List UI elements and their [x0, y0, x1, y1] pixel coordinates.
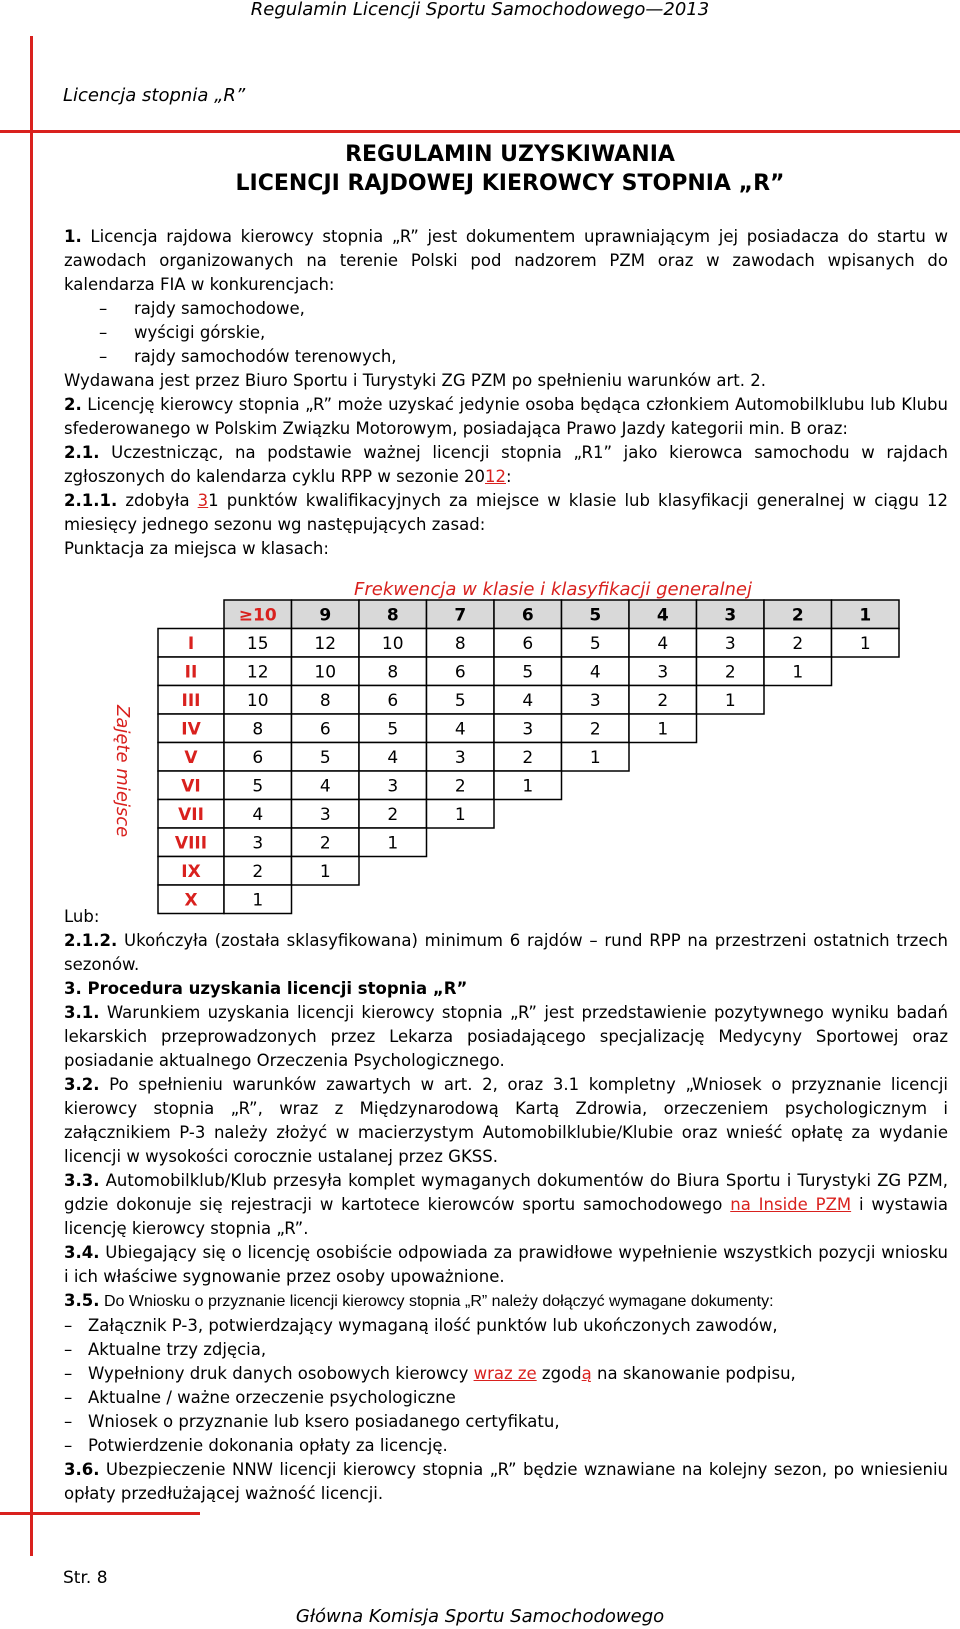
points-value: 6: [319, 719, 331, 740]
points-value: 5: [252, 776, 264, 797]
points-value: 2: [387, 804, 399, 825]
column-header-label: 4: [656, 605, 669, 626]
edited-text: ą: [581, 1364, 592, 1383]
points-value: 1: [454, 804, 466, 825]
points-value: 12: [246, 662, 269, 683]
points-value: 15: [246, 633, 269, 654]
document-item: – Aktualne trzy zdjęcia,: [64, 1338, 948, 1362]
paragraph-text: Do Wniosku o przyznanie licencji kierowcy stopnia „R” należy dołączyć wymagane dokumenty:: [99, 1293, 774, 1310]
points-value: 5: [319, 747, 331, 768]
points-value: 2: [792, 633, 804, 654]
points-value: 3: [657, 662, 669, 683]
running-footer: Główna Komisja Sportu Samochodowego: [295, 1606, 665, 1627]
list-item: – rajdy samochodowe,: [100, 297, 948, 321]
points-value: 4: [589, 662, 601, 683]
document-item: – Aktualne / ważne orzeczenie psychologiczne: [64, 1386, 948, 1410]
points-value: 4: [252, 804, 264, 825]
paragraph-text: Warunkiem uzyskania licencji kierowcy stopnia „R” jest przedstawienie pozytywnego wyniku badań lekarskich przeprowadzonych przez Lekarza posiadającego specjalizację Medycyny Sportowej oraz posiadanie aktualnego Orzeczenia Psychologicznego.: [64, 1003, 948, 1070]
row-place-label: II: [184, 662, 198, 683]
points-value: 1: [792, 662, 804, 683]
row-place-label: VII: [178, 804, 204, 825]
item-text: na skanowanie podpisu,: [591, 1364, 796, 1383]
row-place-label: VI: [181, 776, 201, 797]
paragraph-text: Licencja rajdowa kierowcy stopnia „R” jest dokumentem uprawniającym jej posiadacza do startu w zawodach organizowanych na terenie Polski pod nadzorem PZM oraz w zawodach wpisanych do kalendarza FIA w konkurencjach:: [64, 227, 948, 294]
column-header-label: 9: [319, 605, 332, 626]
points-value: 3: [387, 776, 399, 797]
column-header-label: 6: [521, 605, 534, 626]
issued-by-text: Wydawana jest przez Biuro Sportu i Turystyki ZG PZM po spełnieniu warunków art. 2.: [64, 371, 766, 390]
points-value: 1: [522, 776, 534, 797]
points-value: 3: [724, 633, 736, 654]
points-value: 10: [246, 690, 269, 711]
paragraph-text: Uczestnicząc, na podstawie ważnej licencji stopnia „R1” jako kierowca samochodu w rajdach zgłoszonych do kalendarza cyklu RPP w sezonie 20: [64, 443, 948, 486]
points-value: 10: [381, 633, 404, 654]
list-item: – rajdy samochodów terenowych,: [100, 345, 948, 369]
title-line-2: LICENCJI RAJDOWEJ KIEROWCY STOPNIA „R”: [235, 171, 785, 196]
running-header: Regulamin Licencji Sportu Samochodowego—2013: [250, 0, 710, 20]
points-value: 2: [589, 719, 601, 740]
item-text: zgod: [536, 1364, 582, 1383]
paragraph-text: Ubezpieczenie NNW licencji kierowcy stopnia „R” będzie wznawiane na kolejny sezon, po wniesieniu opłaty przedłużającej ważność licencji.: [64, 1460, 948, 1503]
paragraph-number: 3.1.: [64, 1003, 100, 1022]
column-header-label: 2: [791, 605, 804, 626]
paragraph-number: 3.6.: [64, 1460, 100, 1479]
document-item: – Załącznik P-3, potwierdzający wymaganą ilość punktów lub ukończonych zawodów,: [64, 1314, 948, 1338]
row-place-label: V: [184, 747, 198, 768]
edited-text: 3: [197, 491, 209, 510]
row-place-label: VIII: [174, 833, 208, 854]
edited-text: wraz ze: [473, 1364, 537, 1383]
points-value: 3: [319, 804, 331, 825]
points-value: 12: [314, 633, 337, 654]
edited-text: na Inside PZM: [730, 1195, 852, 1214]
paragraph-number: 2.1.: [64, 443, 100, 462]
lub-label: Lub:: [64, 907, 100, 926]
document-item: – Wniosek o przyznanie lub ksero posiadanego certyfikatu,: [64, 1410, 948, 1434]
paragraph-text: Ukończyła (została sklasyfikowana) minimum 6 rajdów – rund RPP na przestrzeni ostatnich trzech sezonów.: [64, 931, 948, 974]
column-header-label: 3: [724, 605, 737, 626]
points-value: 8: [252, 719, 264, 740]
paragraph-number: 2.1.2.: [64, 931, 118, 950]
row-place-label: IV: [181, 719, 201, 740]
points-value: 2: [522, 747, 534, 768]
points-value: 3: [522, 719, 534, 740]
points-value: 4: [657, 633, 669, 654]
paragraph-text: Automobilklub/Klub przesyła komplet wymaganych dokumentów do Biura Sportu i Turystyki ZG PZM, gdzie dokonuje się rejestracji w kartotece kierowców sportu samochodowego: [64, 1171, 948, 1214]
points-value: 5: [589, 633, 601, 654]
points-value: 5: [454, 690, 466, 711]
points-value: 2: [252, 861, 264, 882]
paragraph-number: 3.3.: [64, 1171, 100, 1190]
paragraph-text-end: 1 punktów kwalifikacyjnych za miejsce w klasie lub klasyfikacji generalnej w ciągu 12 miesięcy jednego sezonu wg następujących zasad:: [64, 491, 948, 534]
points-value: 8: [319, 690, 331, 711]
points-value: 1: [589, 747, 601, 768]
section-label: Licencja stopnia „R”: [63, 85, 246, 106]
points-value: 8: [387, 662, 399, 683]
points-value: 6: [522, 633, 534, 654]
item-text: Wypełniony druk danych osobowych kierowcy: [88, 1364, 474, 1383]
row-place-label: I: [187, 633, 195, 654]
points-value: 4: [387, 747, 399, 768]
row-place-label: IX: [181, 861, 201, 882]
points-value: 1: [657, 719, 669, 740]
points-value: 4: [522, 690, 534, 711]
column-header-label: 8: [386, 605, 399, 626]
points-value: 5: [522, 662, 534, 683]
paragraph-number: 1.: [64, 227, 82, 246]
points-value: 3: [589, 690, 601, 711]
points-value: 2: [454, 776, 466, 797]
column-header-label: ≥10: [238, 605, 277, 626]
paragraph-number: 2.1.1.: [64, 491, 118, 510]
points-value: 1: [387, 833, 399, 854]
points-value: 6: [387, 690, 399, 711]
edited-text: 12: [485, 467, 506, 486]
points-value: 2: [319, 833, 331, 854]
paragraph-text-end: i wystawia licencję kierowcy stopnia „R”.: [64, 1195, 949, 1238]
column-header-label: 5: [589, 605, 602, 626]
points-value: 5: [387, 719, 399, 740]
column-header-label: 1: [859, 605, 872, 626]
points-value: 8: [454, 633, 466, 654]
points-value: 1: [319, 861, 331, 882]
paragraph-text: Po spełnieniu warunków zawartych w art. 2, oraz 3.1 kompletny „Wniosek o przyznanie licencji kierowcy stopnia „R”, wraz z Międzynarodową Kartą Zdrowia, orzeczeniem psychologicznym i załącznikiem P-3 należy złożyć w macierzystym Automobilklubie/Klubie oraz wnieść opłatę za wydanie licencji w wysokości corocznie ustalanej przez GKSS.: [64, 1075, 948, 1166]
title-line-1: REGULAMIN UZYSKIWANIA: [345, 142, 675, 167]
heading-text: 3. Procedura uzyskania licencji stopnia „R”: [64, 979, 468, 998]
paragraph-number: 2.: [64, 395, 82, 414]
paragraph-text: zdobyła: [117, 491, 198, 510]
paragraph-number: 3.4.: [64, 1243, 100, 1262]
paragraph-text-end: :: [506, 467, 512, 486]
points-value: 6: [252, 747, 264, 768]
scoring-label: Punktacja za miejsca w klasach:: [64, 539, 329, 558]
list-item: – wyścigi górskie,: [100, 321, 948, 345]
paragraph-number: 3.2.: [64, 1075, 100, 1094]
points-value: 2: [724, 662, 736, 683]
points-value: 4: [454, 719, 466, 740]
paragraph-text: Ubiegający się o licencję osobiście odpowiada za prawidłowe wypełnienie wszystkich pozycji wniosku i ich właściwe sygnowanie przez osoby upoważnione.: [64, 1243, 948, 1286]
page-number: Str. 8: [63, 1568, 108, 1588]
row-place-label: III: [181, 690, 201, 711]
paragraph-number: 3.5.: [64, 1291, 100, 1310]
row-place-label: X: [184, 890, 198, 911]
points-value: 3: [252, 833, 264, 854]
table-caption: Frekwencja w klasie i klasyfikacji generalnej: [354, 579, 752, 600]
points-value: 6: [454, 662, 466, 683]
points-value: 1: [724, 690, 736, 711]
points-value: 4: [319, 776, 331, 797]
points-value: 1: [859, 633, 871, 654]
points-value: 3: [454, 747, 466, 768]
paragraph-text: Licencję kierowcy stopnia „R” może uzyskać jedynie osoba będąca członkiem Automobilklubu lub Klubu sfederowanego w Polskim Związku Motorowym, posiadająca Prawo Jazdy kategorii min. B oraz:: [64, 395, 948, 438]
column-header-label: 7: [454, 605, 467, 626]
points-value: 1: [252, 890, 264, 911]
points-value: 10: [314, 662, 337, 683]
table-side-label: Zajęte miejsce: [112, 705, 133, 838]
points-value: 2: [657, 690, 669, 711]
document-item: – Potwierdzenie dokonania opłaty za licencję.: [64, 1434, 948, 1458]
